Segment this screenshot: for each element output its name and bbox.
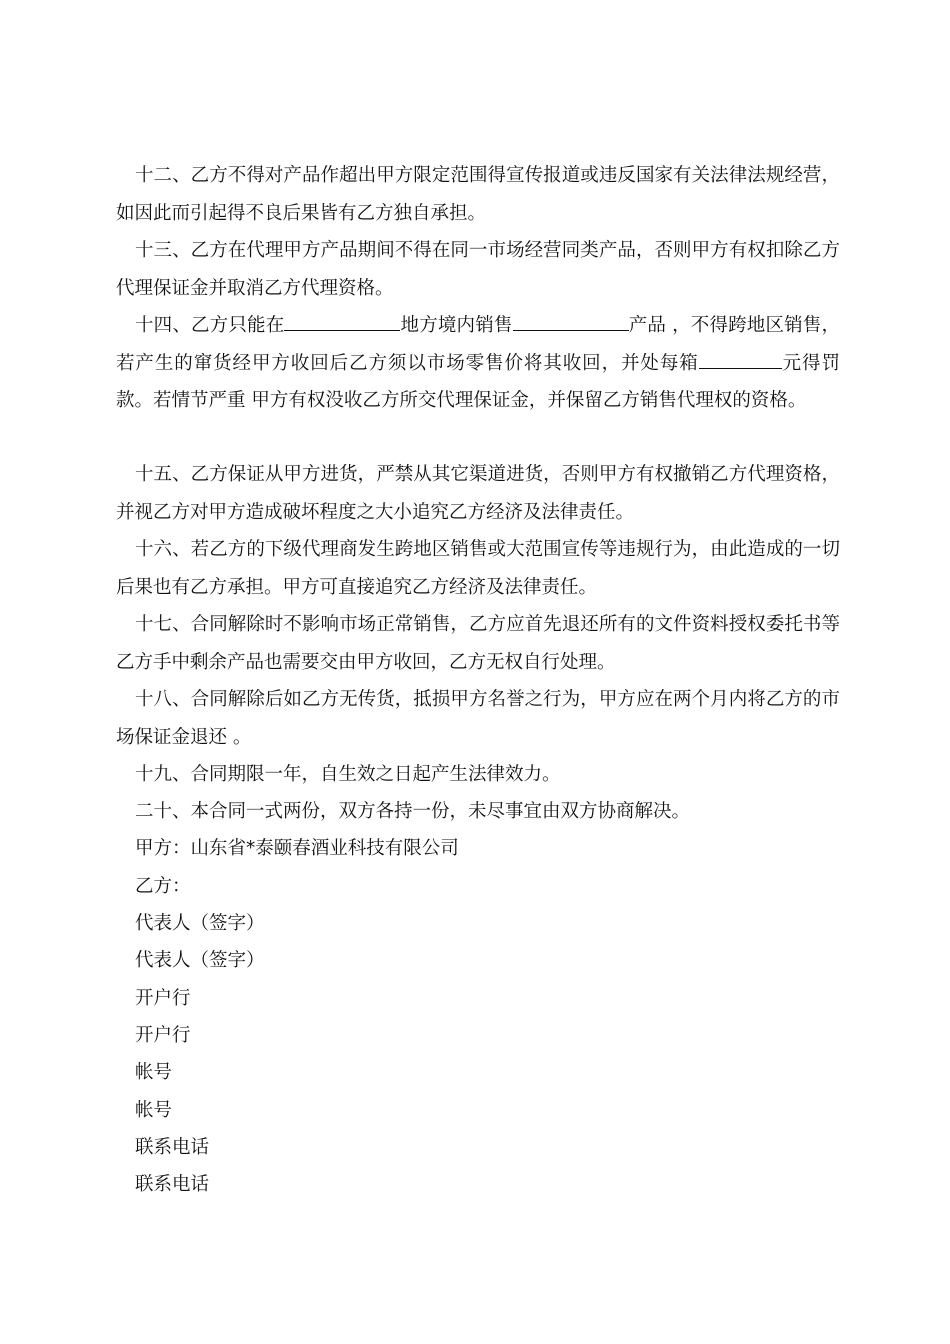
clause-13: 十三、乙方在代理甲方产品期间不得在同一市场经营同类产品，否则甲方有权扣除乙方代理保证金并取消乙方代理资格。 (116, 240, 840, 299)
clause-14-text-2: 地方境内销售 (400, 315, 513, 336)
clause-14 (116, 307, 840, 420)
clause-12: 十二、乙方不得对产品作超出甲方限定范围得宣传报道或违反国家有关法律法规经营，如因此而引起得不良后果皆有乙方独自承担。 (116, 165, 840, 224)
bank-a-line: 开户行 (135, 988, 191, 1009)
clause-15: 十五、乙方保证从甲方进货，严禁从其它渠道进货，否则甲方有权撤销乙方代理资格，并视乙方对甲方造成破坏程度之大小追究乙方经济及法律责任。 (116, 464, 840, 523)
clause-20: 二十、本合同一式两份，双方各持一份，未尽事宜由双方协商解决。 (135, 801, 691, 822)
representative-a-line: 代表人（签字） (135, 913, 265, 934)
party-b-line: 乙方： (135, 876, 191, 897)
clause-16: 十六、若乙方的下级代理商发生跨地区销售或大范围宣传等违规行为，由此造成的一切后果也有乙方承担。甲方可直接追究乙方经济及法律责任。 (116, 539, 840, 598)
phone-a-line: 联系电话 (135, 1137, 210, 1158)
account-b-line: 帐号 (135, 1100, 173, 1121)
clause-18: 十八、合同解除后如乙方无传货，抵损甲方名誉之行为，甲方应在两个月内将乙方的市场保证金退还 。 (116, 689, 840, 748)
representative-b-line: 代表人（签字） (135, 950, 265, 971)
clause-14-text-3: 产品 ，不得跨地区销售，若产生的窜货经甲方收回后乙方须以市场零售价将其收回，并处每箱 (116, 315, 840, 374)
region-blank (284, 311, 400, 331)
clause-14-text-1: 十四、乙方只能在 (135, 315, 285, 336)
party-a-line: 甲方：山东省*泰颐春酒业科技有限公司 (135, 838, 459, 859)
phone-b-line: 联系电话 (135, 1174, 210, 1195)
penalty-blank (699, 349, 782, 369)
bank-b-line: 开户行 (135, 1025, 191, 1046)
product-blank (513, 311, 629, 331)
account-a-line: 帐号 (135, 1062, 173, 1083)
clause-17: 十七、合同解除时不影响市场正常销售，乙方应首先退还所有的文件资料授权委托书等 乙方手中剩余产品也需要交由甲方收回，乙方无权自行处理。 (116, 614, 846, 673)
clause-19: 十九、合同期限一年，自生效之日起产生法律效力。 (135, 764, 561, 785)
clause-14-text-4: 元得罚款。若情节严重 甲方有权没收乙方所交代理保证金，并保留乙方销售代理权的资格。 (116, 352, 840, 411)
